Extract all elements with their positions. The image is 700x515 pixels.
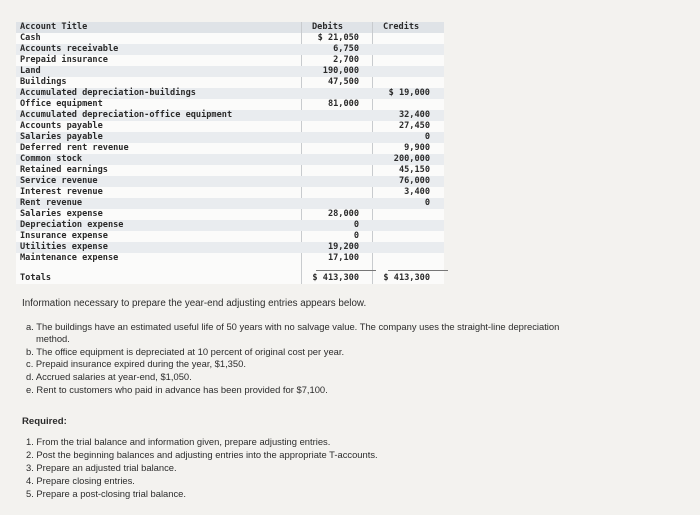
account-title-cell: Office equipment <box>20 99 103 109</box>
credit-cell: 32,400 <box>398 110 430 120</box>
account-title-cell: Prepaid insurance <box>20 55 108 65</box>
required-item-1: 1. From the trial balance and information given, prepare adjusting entries. <box>26 436 331 447</box>
credit-cell: $ 19,000 <box>388 88 430 98</box>
account-title-cell: Insurance expense <box>20 231 108 241</box>
table-row <box>16 77 444 88</box>
account-title-cell: Land <box>20 66 41 76</box>
trial-balance-table <box>16 22 444 284</box>
account-title-cell: Utilities expense <box>20 242 108 252</box>
debit-cell: 47,500 <box>327 77 359 87</box>
debit-total-underline <box>316 270 376 271</box>
totals-row <box>16 272 444 284</box>
table-row <box>16 154 444 165</box>
table-row <box>16 132 444 143</box>
debit-cell: 190,000 <box>322 66 359 76</box>
account-title-cell: Interest revenue <box>20 187 103 197</box>
credit-cell: 3,400 <box>404 187 430 197</box>
table-row <box>16 66 444 77</box>
required-item-2: 2. Post the beginning balances and adjusting entries into the appropriate T-accounts. <box>26 449 378 460</box>
credit-cell: 27,450 <box>398 121 430 131</box>
required-heading: Required: <box>22 416 67 427</box>
account-title-cell: Accounts payable <box>20 121 103 131</box>
totals-credit: $ 413,300 <box>383 273 430 283</box>
account-title-cell: Maintenance expense <box>20 253 119 263</box>
debit-cell: 81,000 <box>327 99 359 109</box>
credit-cell: 9,900 <box>404 143 430 153</box>
account-title-cell: Depreciation expense <box>20 220 124 230</box>
table-row <box>16 242 444 253</box>
table-row <box>16 44 444 55</box>
credit-total-underline <box>388 270 448 271</box>
account-title-cell: Service revenue <box>20 176 98 186</box>
table-row <box>16 88 444 99</box>
totals-debit: $ 413,300 <box>312 273 359 283</box>
debit-cell: 2,700 <box>333 55 359 65</box>
required-item-3: 3. Prepare an adjusted trial balance. <box>26 462 177 473</box>
debit-cell: 0 <box>353 231 359 241</box>
header-account-title: Account Title <box>20 22 88 32</box>
credit-cell: 200,000 <box>393 154 430 164</box>
debit-cell: $ 21,050 <box>317 33 359 43</box>
debit-cell: 6,750 <box>333 44 359 54</box>
table-row <box>16 220 444 231</box>
debit-cell: 28,000 <box>327 209 359 219</box>
credit-cell: 76,000 <box>398 176 430 186</box>
table-row <box>16 209 444 220</box>
debit-cell: 17,100 <box>327 253 359 263</box>
required-item-4: 4. Prepare closing entries. <box>26 475 135 486</box>
info-item-b: b. The office equipment is depreciated at 10 percent of original cost per year. <box>26 346 345 357</box>
account-title-cell: Salaries expense <box>20 209 103 219</box>
table-row <box>16 33 444 44</box>
totals-label: Totals <box>20 273 52 283</box>
account-title-cell: Deferred rent revenue <box>20 143 129 153</box>
required-item-5: 5. Prepare a post-closing trial balance. <box>26 488 186 499</box>
table-row <box>16 165 444 176</box>
table-row <box>16 253 444 264</box>
account-title-cell: Accumulated depreciation-buildings <box>20 88 196 98</box>
account-title-cell: Accumulated depreciation-office equipment <box>20 110 233 120</box>
table-row <box>16 121 444 132</box>
account-title-cell: Salaries payable <box>20 132 103 142</box>
credit-cell: 0 <box>424 132 430 142</box>
debit-cell: 19,200 <box>327 242 359 252</box>
info-item-e: e. Rent to customers who paid in advance has been provided for $7,100. <box>26 384 328 395</box>
info-item-c: c. Prepaid insurance expired during the year, $1,350. <box>26 358 246 369</box>
table-row <box>16 99 444 110</box>
account-title-cell: Common stock <box>20 154 83 164</box>
table-row <box>16 110 444 121</box>
table-row <box>16 143 444 154</box>
account-title-cell: Buildings <box>20 77 67 87</box>
account-title-cell: Retained earnings <box>20 165 108 175</box>
credit-cell: 0 <box>424 198 430 208</box>
header-credits: Credits <box>383 22 420 32</box>
account-title-cell: Rent revenue <box>20 198 83 208</box>
account-title-cell: Accounts receivable <box>20 44 119 54</box>
info-item-a-cont: method. <box>36 333 70 344</box>
info-item-a: a. The buildings have an estimated useful life of 50 years with no salvage value. The company uses the straight-line depreciation <box>26 321 560 332</box>
table-row <box>16 187 444 198</box>
table-row <box>16 231 444 242</box>
table-row <box>16 55 444 66</box>
info-intro: Information necessary to prepare the year-end adjusting entries appears below. <box>22 298 367 309</box>
debit-cell: 0 <box>353 220 359 230</box>
table-row <box>16 198 444 209</box>
table-row <box>16 176 444 187</box>
account-title-cell: Cash <box>20 33 41 43</box>
credit-cell: 45,150 <box>398 165 430 175</box>
header-debits: Debits <box>312 22 344 32</box>
info-item-d: d. Accrued salaries at year-end, $1,050. <box>26 371 192 382</box>
